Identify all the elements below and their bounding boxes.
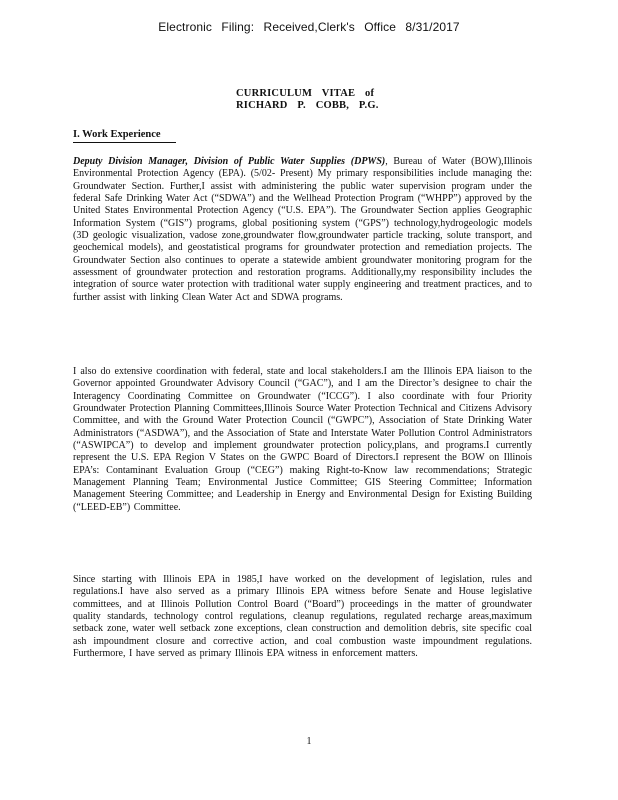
filing-stamp-header: Electronic Filing: Received,Clerk's Office 8/31/2017 — [158, 20, 460, 34]
document-title: CURRICULUM VITAE of — [236, 88, 375, 99]
section-heading-underline — [73, 142, 176, 143]
section-heading-work-experience — [73, 129, 161, 140]
position-title: Deputy Division Manager, Division of Public Water Supplies (DPWS) — [73, 156, 386, 167]
section-heading-label: I. Work Experience — [73, 129, 161, 140]
document-subtitle-name: RICHARD P. COBB, P.G. — [236, 100, 379, 111]
page-number: 1 — [306, 736, 312, 747]
paragraph-current-position — [73, 156, 532, 304]
paragraph-current-position-body: , Bureau of Water (BOW),Illinois Environmental Protection Agency (EPA). (5/02- Present) My primary responsibilities include managing the: Groundwater Section. Further,I assist with administering the public water supervision program under the federal Safe Drinking Water Act (“SDWA”) and the Wellhead Protection Program (“WHPP”) approved by the United States Environmental Protection Agency (“U.S. EPA”). The Groundwater Section applies Geographic Information System (“GIS”) programs, global positioning system (“GPS”) technology,hydrogeologic models (3D geologic visualization, vadose zone,groundwater flow,groundwater particle tracking, solute transport, and geochemical models), and geostatistical programs for groundwater protection and remediation projects. The Groundwater Section also continues to operate a statewide ambient groundwater monitoring program for the assessment of groundwater protection and restoration programs. Additionally,my responsibility includes the integration of source water protection with traditional water supply engineering and treatment practices, and to further assist with linking Clean Water Act and SDWA programs. — [73, 156, 533, 303]
paragraph-legislation: Since starting with Illinois EPA in 1985,I have worked on the development of legislation, rules and regulations.I have also served as a primary Illinois EPA witness before Senate and House legislative committees, and at Illinois Pollution Control Board (“Board”) proceedings in the matter of groundwater quality standards, technology control regulations, cleanup regulations, regulated recharge areas,maximum setback zone, water well setback zone exceptions, clean construction and demolition debris, site specific coal ash impoundment closure and corrective action, and coal combustion waste impoundment regulations. Furthermore, I have served as primary Illinois EPA witness in enforcement matters. — [73, 574, 532, 660]
paragraph-coordination: I also do extensive coordination with federal, state and local stakeholders.I am the Illinois EPA liaison to the Governor appointed Groundwater Advisory Council (“GAC”), and I am the Director’s designee to chair the Interagency Coordinating Committee on Groundwater (“ICCG”). I also coordinate with four Priority Groundwater Protection Planning Committees,Illinois Source Water Protection Technical and Citizens Advisory Committee, and with the Ground Water Protection Council (“GWPC”), Association of State Drinking Water Administrators (“ASDWA”), and the Association of State and Interstate Water Pollution Control Administrators (“ASWIPCA”) to develop and implement groundwater protection policy,plans, and programs.I currently represent the U.S. EPA Region V States on the GWPC Board of Directors.I represent the BOW on Illinois EPA’s: Contaminant Evaluation Group (“CEG”) making Right-to-Know law recommendations; Strategic Management Planning Team; Environmental Justice Committee; GIS Steering Committee; Information Management Steering Committee; and Leadership in Energy and Environmental Design for Existing Building (“LEED-EB”) Committee. — [73, 366, 532, 513]
